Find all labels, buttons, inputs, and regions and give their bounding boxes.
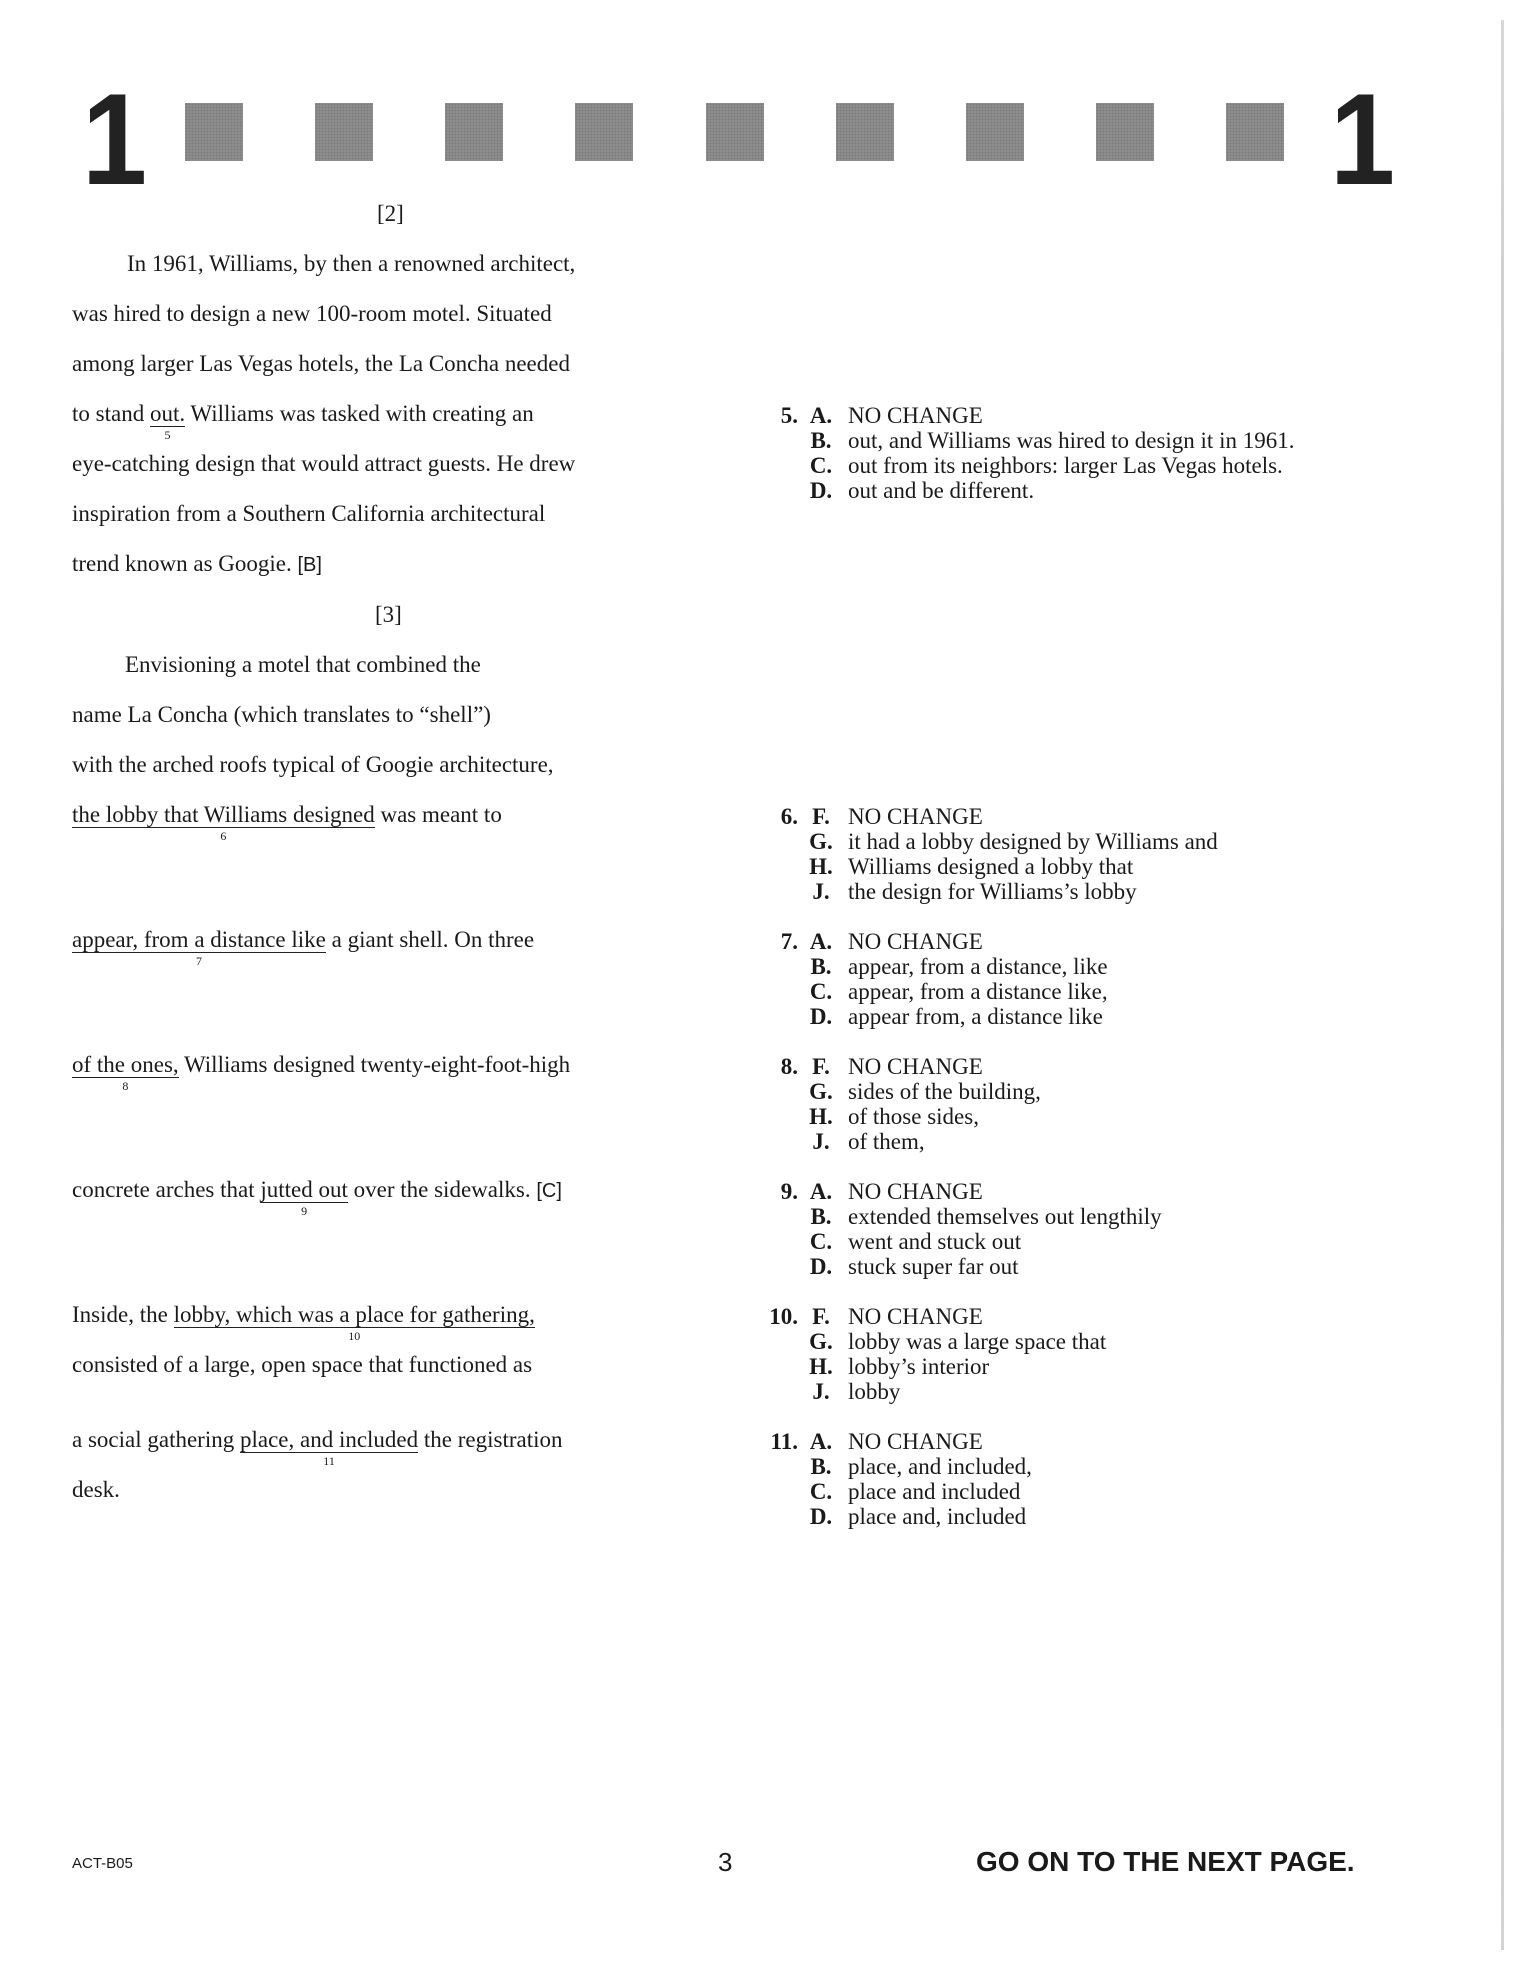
question-10 <box>740 1304 1420 1404</box>
passage-line: inspiration from a Southern California architectural <box>72 501 546 526</box>
answer-option[interactable] <box>740 1004 1420 1029</box>
option-letter: C. <box>809 1479 833 1504</box>
question-number: 5. <box>780 403 798 428</box>
section-number-left: 1 <box>82 66 148 212</box>
text: Inside, the <box>72 1302 174 1327</box>
header-square <box>966 103 1024 161</box>
option-letter: J. <box>812 879 830 904</box>
text: was meant to <box>374 802 502 827</box>
option-letter: B. <box>810 1204 832 1229</box>
option-letter: C. <box>809 1229 833 1254</box>
option-text: out from its neighbors: larger Las Vegas hotels. <box>848 453 1283 478</box>
option-letter: H. <box>809 854 833 879</box>
option-text: Williams designed a lobby that <box>848 854 1134 879</box>
question-ref-number: 11 <box>323 1454 335 1469</box>
option-text: place, and included, <box>848 1454 1032 1479</box>
answer-option[interactable] <box>740 478 1420 503</box>
option-letter: J. <box>812 1379 830 1404</box>
answer-option[interactable] <box>740 1254 1420 1279</box>
option-letter: G. <box>809 829 833 854</box>
underlined-phrase-q10[interactable] <box>173 1302 535 1344</box>
header-square <box>315 103 373 161</box>
underlined-phrase-q6[interactable] <box>72 802 375 844</box>
passage-line <box>72 1052 571 1094</box>
question-ref-number: 6 <box>220 829 227 844</box>
option-letter: F. <box>812 1304 830 1329</box>
option-letter: D. <box>809 1254 833 1279</box>
option-text: appear, from a distance, like <box>848 954 1108 979</box>
answer-option[interactable] <box>740 1129 1420 1154</box>
question-ref-number: 9 <box>301 1204 308 1219</box>
passage-line: among larger Las Vegas hotels, the La Concha needed <box>72 351 570 376</box>
question-ref-number: 7 <box>195 954 202 969</box>
answer-option[interactable] <box>740 879 1420 904</box>
option-text: sides of the building, <box>848 1079 1041 1104</box>
option-text: NO CHANGE <box>848 929 983 954</box>
text: to stand <box>72 401 150 426</box>
answer-option[interactable] <box>740 1104 1420 1129</box>
form-code: ACT-B05 <box>72 1855 133 1872</box>
passage-line <box>72 551 322 577</box>
passage-marker-c: [C] <box>536 1180 562 1202</box>
phrase-text: appear, from a distance like <box>72 927 326 952</box>
option-text: NO CHANGE <box>848 804 983 829</box>
text: concrete arches that <box>72 1177 261 1202</box>
answer-option[interactable] <box>740 453 1420 478</box>
next-page-instruction: GO ON TO THE NEXT PAGE. <box>976 1846 1355 1877</box>
option-text: NO CHANGE <box>848 1304 983 1329</box>
question-6 <box>740 804 1420 904</box>
option-text: went and stuck out <box>848 1229 1022 1254</box>
option-text: lobby was a large space that <box>848 1329 1107 1354</box>
text: the registration <box>418 1427 563 1452</box>
question-8 <box>740 1054 1420 1154</box>
option-letter: D. <box>809 1004 833 1029</box>
question-number: 7. <box>780 929 798 954</box>
option-letter: G. <box>809 1329 833 1354</box>
header-square <box>185 103 243 161</box>
passage-line <box>72 927 535 969</box>
phrase-text: place, and included <box>239 1427 419 1452</box>
passage-line <box>72 802 502 844</box>
option-letter: A. <box>809 1179 833 1204</box>
section-number-right: 1 <box>1330 66 1396 212</box>
option-text: of them, <box>848 1129 925 1154</box>
header-square <box>575 103 633 161</box>
option-text: NO CHANGE <box>848 1054 983 1079</box>
option-text: it had a lobby designed by Williams and <box>848 829 1218 854</box>
option-letter: G. <box>809 1079 833 1104</box>
option-text: lobby’s interior <box>848 1354 990 1379</box>
question-9 <box>740 1179 1420 1279</box>
answer-option[interactable] <box>740 403 1420 428</box>
answer-option[interactable] <box>740 1454 1420 1479</box>
option-text: place and included <box>848 1479 1021 1504</box>
header-square <box>836 103 894 161</box>
option-text: extended themselves out lengthily <box>848 1204 1162 1229</box>
text: trend known as Googie. <box>72 551 292 576</box>
option-text: out and be different. <box>848 478 1035 503</box>
passage-line <box>72 1177 562 1219</box>
answer-option[interactable] <box>740 1479 1420 1504</box>
phrase-text: jutted out <box>260 1177 348 1202</box>
answer-option[interactable] <box>740 428 1420 453</box>
option-letter: F. <box>812 804 830 829</box>
answer-option[interactable] <box>740 1304 1420 1329</box>
passage-line: with the arched roofs typical of Googie architecture, <box>72 752 554 777</box>
option-text: NO CHANGE <box>848 1429 983 1454</box>
option-letter: B. <box>810 1454 832 1479</box>
answer-option[interactable] <box>740 854 1420 879</box>
underlined-phrase-q7[interactable] <box>72 927 326 969</box>
passage-marker-b: [B] <box>297 554 322 576</box>
underlined-phrase-q9[interactable] <box>260 1177 348 1219</box>
answer-option[interactable] <box>740 1204 1420 1229</box>
text: Williams designed twenty-eight-foot-high <box>178 1052 571 1077</box>
text: a social gathering <box>72 1427 240 1452</box>
answer-option[interactable] <box>740 929 1420 954</box>
answer-option[interactable] <box>740 1229 1420 1254</box>
option-text: out, and Williams was hired to design it in 1961. <box>848 428 1295 453</box>
underlined-phrase-q5[interactable] <box>149 401 186 443</box>
option-text: of those sides, <box>848 1104 979 1129</box>
question-number: 10. <box>769 1304 798 1329</box>
option-letter: B. <box>810 428 832 453</box>
phrase-text: of the ones, <box>72 1052 179 1077</box>
answer-option[interactable] <box>740 1054 1420 1079</box>
option-text: the design for Williams’s lobby <box>848 879 1137 904</box>
answer-option[interactable] <box>740 804 1420 829</box>
passage-line: desk. <box>72 1477 120 1502</box>
option-letter: D. <box>809 1504 833 1529</box>
underlined-phrase-q11[interactable] <box>239 1427 419 1469</box>
option-text: NO CHANGE <box>848 403 983 428</box>
header-square <box>1096 103 1154 161</box>
text: Williams was tasked with creating an <box>185 401 534 426</box>
scan-edge <box>1501 20 1504 1950</box>
passage-line <box>72 1302 535 1344</box>
phrase-text: the lobby that Williams designed <box>72 802 375 827</box>
option-letter: A. <box>809 403 833 428</box>
passage-line: eye-catching design that would attract guests. He drew <box>72 451 576 476</box>
question-7 <box>740 929 1420 1029</box>
passage-line: consisted of a large, open space that functioned as <box>72 1352 533 1377</box>
passage-line <box>72 1427 563 1469</box>
passage-line <box>72 401 534 443</box>
option-letter: J. <box>812 1129 830 1154</box>
question-number: 8. <box>780 1054 798 1079</box>
phrase-text: out. <box>149 401 186 426</box>
option-letter: A. <box>809 1429 833 1454</box>
header-square <box>706 103 764 161</box>
answer-option[interactable] <box>740 829 1420 854</box>
answer-option[interactable] <box>740 954 1420 979</box>
answer-option[interactable] <box>740 1504 1420 1529</box>
answer-option[interactable] <box>740 1354 1420 1379</box>
answer-option[interactable] <box>740 1079 1420 1104</box>
answer-option[interactable] <box>740 1429 1420 1454</box>
question-number: 9. <box>780 1179 798 1204</box>
passage-line: was hired to design a new 100-room motel. Situated <box>72 301 552 326</box>
passage-line: Envisioning a motel that combined the <box>125 652 481 677</box>
option-letter: D. <box>809 478 833 503</box>
option-text: stuck super far out <box>848 1254 1019 1279</box>
header-square <box>445 103 503 161</box>
question-ref-number: 8 <box>122 1079 129 1094</box>
option-text: NO CHANGE <box>848 1179 983 1204</box>
answer-option[interactable] <box>740 979 1420 1004</box>
option-text: appear, from a distance like, <box>848 979 1108 1004</box>
passage-line: In 1961, Williams, by then a renowned architect, <box>127 251 576 276</box>
question-ref-number: 10 <box>348 1329 361 1344</box>
option-letter: C. <box>809 453 833 478</box>
option-letter: F. <box>812 1054 830 1079</box>
answer-option[interactable] <box>740 1179 1420 1204</box>
question-number: 11. <box>770 1429 798 1454</box>
option-text: place and, included <box>848 1504 1027 1529</box>
phrase-text: lobby, which was a place for gathering, <box>173 1302 535 1327</box>
paragraph-label: [2] <box>377 201 404 226</box>
option-text: appear from, a distance like <box>848 1004 1103 1029</box>
paragraph-label: [3] <box>375 602 402 627</box>
option-letter: A. <box>809 929 833 954</box>
option-letter: C. <box>809 979 833 1004</box>
option-text: lobby <box>848 1379 901 1404</box>
question-ref-number: 5 <box>164 428 171 443</box>
answer-option[interactable] <box>740 1379 1420 1404</box>
option-letter: H. <box>809 1354 833 1379</box>
text: over the sidewalks. <box>347 1177 531 1202</box>
text: a giant shell. On three <box>325 927 535 952</box>
question-11 <box>740 1429 1420 1529</box>
option-letter: B. <box>810 954 832 979</box>
passage-line: name La Concha (which translates to “shell”) <box>72 702 491 727</box>
question-number: 6. <box>780 804 798 829</box>
page-number: 3 <box>718 1847 733 1877</box>
answer-option[interactable] <box>740 1329 1420 1354</box>
underlined-phrase-q8[interactable] <box>72 1052 179 1094</box>
header-square <box>1226 103 1284 161</box>
option-letter: H. <box>809 1104 833 1129</box>
question-5 <box>740 403 1420 503</box>
